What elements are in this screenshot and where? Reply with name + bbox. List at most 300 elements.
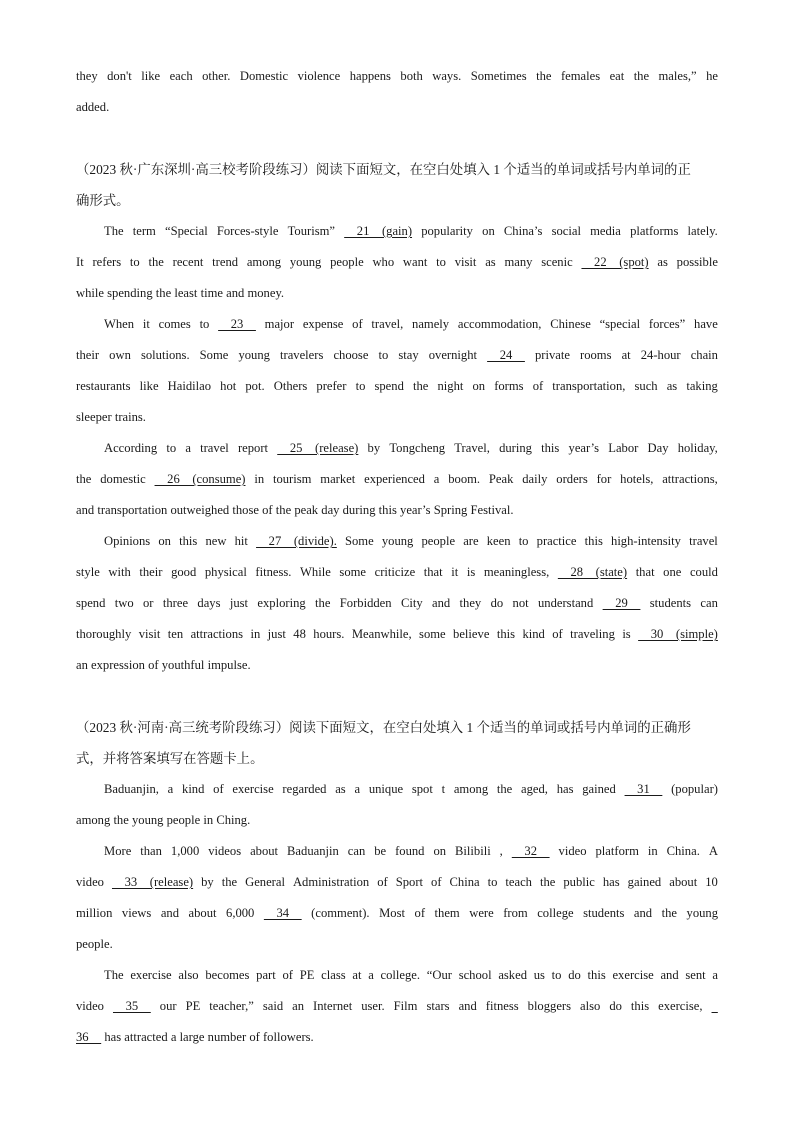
word: this	[378, 503, 397, 517]
word: as	[657, 255, 668, 269]
word: just	[229, 596, 249, 610]
word: among	[453, 782, 489, 796]
answer-blank: 23	[218, 317, 256, 331]
word: among	[246, 255, 282, 269]
word: When	[104, 317, 135, 331]
word: expression	[91, 658, 145, 672]
word: transportation,	[552, 379, 626, 393]
word: Festival.	[470, 503, 514, 517]
word: understand	[538, 596, 594, 610]
passage-continuation	[76, 61, 718, 123]
word: bloggers	[527, 999, 572, 1013]
text-line	[76, 619, 718, 650]
word: hours.	[313, 627, 345, 641]
word: also	[178, 968, 199, 982]
word: be	[374, 844, 387, 858]
word: teacher,”	[209, 999, 254, 1013]
word: the	[661, 906, 677, 920]
answer-blank	[712, 991, 718, 1022]
word: of	[377, 875, 388, 889]
word: expense	[302, 317, 344, 331]
word: many	[504, 255, 533, 269]
word: it	[451, 565, 459, 579]
answer-blank: 31	[624, 782, 663, 796]
word: about	[250, 844, 279, 858]
word: comes	[158, 317, 191, 331]
word: as	[666, 379, 678, 393]
word: spending	[107, 286, 153, 300]
word: transportation	[97, 503, 168, 517]
answer-blank: 33 (release)	[111, 875, 194, 889]
word: the	[76, 472, 92, 486]
word: during	[499, 441, 532, 455]
word: ways.	[432, 69, 462, 83]
word: on	[433, 844, 447, 858]
word: Opinions	[104, 534, 151, 548]
word: want	[402, 255, 428, 269]
word: among	[76, 813, 111, 827]
word: a	[433, 472, 440, 486]
word: to	[436, 255, 446, 269]
word: sent	[685, 968, 706, 982]
word: City	[400, 596, 423, 610]
word: do	[568, 968, 581, 982]
section-heading: （2023 秋·河南·高三统考阶段练习）阅读下面短文，在空白处填入 1 个适当的单词或括号内单词的正确形	[76, 720, 691, 735]
word: refers	[92, 255, 122, 269]
answer-blank: 34	[263, 906, 302, 920]
word: sleeper	[76, 410, 112, 424]
text-line	[76, 960, 718, 991]
word: overnight	[428, 348, 478, 362]
word: they	[459, 596, 482, 610]
word: a	[167, 782, 174, 796]
word: hotels,	[620, 472, 654, 486]
text-line	[76, 867, 718, 898]
word: It	[76, 255, 84, 269]
text-line	[76, 340, 718, 371]
word: believe	[453, 627, 490, 641]
word: regarded	[282, 782, 327, 796]
word: about	[188, 906, 217, 920]
answer-blank: 35	[112, 999, 151, 1013]
word: about	[669, 875, 698, 889]
word: spot	[411, 782, 433, 796]
word: a	[712, 968, 718, 982]
word: people	[166, 813, 201, 827]
word: media	[590, 224, 621, 238]
word: of	[431, 875, 442, 889]
word: Ching.	[216, 813, 251, 827]
word: found	[395, 844, 425, 858]
word: just	[267, 627, 286, 641]
word: of	[552, 627, 563, 641]
word: those	[232, 503, 259, 517]
word: Bilibili	[455, 844, 491, 858]
word: China.	[666, 844, 700, 858]
word: Domestic	[239, 69, 289, 83]
word: own	[109, 348, 131, 362]
word: forms	[494, 379, 524, 393]
word: young	[289, 255, 322, 269]
word: trend	[212, 255, 239, 269]
answer-blank: 27 (divide).	[256, 534, 337, 548]
text-line	[76, 61, 718, 92]
word: video	[76, 875, 104, 889]
word: user.	[361, 999, 385, 1013]
answer-blank: 22 (spot)	[581, 255, 649, 269]
word: major	[264, 317, 295, 331]
word: at	[621, 348, 631, 362]
word: on	[158, 534, 171, 548]
word: exercise	[612, 968, 654, 982]
word: social	[551, 224, 581, 238]
answer-blank: 29	[602, 596, 641, 610]
word: of	[213, 782, 224, 796]
word: “special	[599, 317, 641, 331]
word: Spring	[433, 503, 468, 517]
word: stars	[426, 999, 450, 1013]
word: is	[466, 565, 476, 579]
word: Forces-style	[216, 224, 279, 238]
word: ten	[167, 627, 184, 641]
word: travel,	[371, 317, 404, 331]
text-line	[76, 1022, 718, 1053]
word: holiday,	[677, 441, 718, 455]
word: gained	[627, 875, 662, 889]
word: physical	[204, 565, 247, 579]
word: students	[649, 596, 692, 610]
word: to	[355, 379, 366, 393]
word: Sport	[395, 875, 424, 889]
word: The	[104, 224, 124, 238]
word: not	[512, 596, 529, 610]
word: becomes	[205, 968, 250, 982]
text-line	[76, 247, 718, 278]
text-line	[76, 805, 718, 836]
text-line	[76, 774, 718, 805]
word: has	[556, 782, 574, 796]
section-heading: （2023 秋·广东深圳·高三校考阶段练习）阅读下面短文，在空白处填入 1 个适当的单词或括号内单词的正	[76, 162, 691, 177]
word: Baduanjin	[287, 844, 339, 858]
word: Tongcheng	[389, 441, 446, 455]
word: one	[663, 565, 682, 579]
word: According	[104, 441, 158, 455]
answer-blank: 24	[487, 348, 525, 362]
text-line	[76, 216, 718, 247]
word: of	[148, 658, 159, 672]
section-heading-cont: 式，并将答案填写在答题卡上。	[76, 751, 264, 766]
word: term	[132, 224, 156, 238]
word: them	[434, 906, 460, 920]
answer-blank: 28 (state)	[557, 565, 628, 579]
text-line	[76, 278, 718, 309]
word: people.	[76, 937, 113, 951]
answer-blank: 21 (gain)	[344, 224, 413, 238]
word: pot.	[245, 379, 265, 393]
document-page	[76, 61, 718, 1053]
word: do	[609, 999, 622, 1013]
word: hot	[220, 379, 237, 393]
text-line	[76, 309, 718, 340]
word: public	[563, 875, 595, 889]
word: in	[250, 627, 261, 641]
word: and	[226, 286, 245, 300]
word: three	[162, 596, 189, 610]
word: this	[587, 968, 606, 982]
word: to	[487, 875, 498, 889]
word: recent	[172, 255, 204, 269]
word: choose	[333, 348, 369, 362]
word: school	[458, 968, 492, 982]
word: males,”	[658, 69, 697, 83]
word: spend	[374, 379, 404, 393]
word: their	[76, 348, 100, 362]
word: who	[372, 255, 395, 269]
word: unique	[368, 782, 404, 796]
word: platform	[595, 844, 639, 858]
word: has	[104, 1030, 122, 1044]
word: t	[441, 782, 446, 796]
word: and	[432, 596, 451, 610]
word: of	[532, 379, 544, 393]
word: people	[330, 255, 364, 269]
word: young	[131, 813, 164, 827]
word: to	[166, 441, 177, 455]
word: Most	[379, 906, 405, 920]
word: Day	[647, 441, 669, 455]
word: Peak	[488, 472, 514, 486]
word: a	[170, 1030, 177, 1044]
word: Some	[199, 348, 229, 362]
word: (comment).	[311, 906, 370, 920]
word: is	[622, 627, 631, 641]
word: A	[708, 844, 718, 858]
word: Some	[345, 534, 374, 548]
word: can	[347, 844, 366, 858]
text-line	[76, 92, 718, 123]
text-line	[76, 464, 718, 495]
word: happens	[349, 69, 391, 83]
word: teach	[505, 875, 532, 889]
exercise-section-1	[76, 154, 718, 681]
word: also	[580, 999, 601, 1013]
text-line	[76, 588, 718, 619]
word: the	[539, 875, 556, 889]
word: could	[689, 565, 718, 579]
word: to	[518, 534, 529, 548]
answer-blank: 30 (simple)	[638, 627, 718, 641]
word: million	[76, 906, 113, 920]
word: lately.	[687, 224, 718, 238]
word: do	[490, 596, 504, 610]
word: the	[155, 286, 172, 300]
word: the	[412, 379, 429, 393]
word: 48	[293, 627, 306, 641]
word: attractions,	[662, 472, 718, 486]
text-line	[76, 929, 718, 960]
word: Internet	[313, 999, 353, 1013]
word: as	[485, 255, 496, 269]
word: forces”	[648, 317, 686, 331]
word: class	[321, 968, 346, 982]
word: like	[139, 379, 159, 393]
word: video	[76, 999, 104, 1013]
word: females	[560, 69, 601, 83]
word: videos	[208, 844, 242, 858]
word: the	[536, 69, 552, 83]
word: peak	[294, 503, 319, 517]
word: (popular)	[671, 782, 718, 796]
word: fitness	[485, 999, 519, 1013]
word: travel	[200, 441, 229, 455]
word: Sometimes	[470, 69, 527, 83]
text-line	[76, 371, 718, 402]
word: “Our	[426, 968, 452, 982]
word: this	[541, 441, 560, 455]
word: good	[171, 565, 197, 579]
word: at	[352, 968, 362, 982]
word: market	[320, 472, 356, 486]
word: college.	[380, 968, 421, 982]
word: of	[414, 906, 426, 920]
word: said	[262, 999, 284, 1013]
word: night	[437, 379, 464, 393]
word: were	[469, 906, 494, 920]
word: chain	[690, 348, 718, 362]
word: Film	[393, 999, 418, 1013]
text-line	[76, 836, 718, 867]
word: of	[282, 968, 293, 982]
word: travelers	[280, 348, 324, 362]
word: such	[634, 379, 658, 393]
word: 24-hour	[640, 348, 681, 362]
word: the	[221, 875, 238, 889]
text-line	[76, 526, 718, 557]
word: platforms	[630, 224, 679, 238]
word: this	[496, 627, 516, 641]
word: that	[635, 565, 655, 579]
word: an	[292, 999, 305, 1013]
word: the	[275, 503, 292, 517]
word: criticize	[374, 565, 416, 579]
word: have	[694, 317, 718, 331]
word: 10	[705, 875, 718, 889]
word: General	[245, 875, 285, 889]
word: possible	[676, 255, 718, 269]
word: followers.	[262, 1030, 314, 1044]
word: and	[76, 503, 95, 517]
word: to	[199, 317, 210, 331]
word: Others	[273, 379, 308, 393]
word: accommodation,	[457, 317, 542, 331]
word: on	[482, 224, 495, 238]
word: report	[237, 441, 269, 455]
word: asked	[498, 968, 527, 982]
word: on	[472, 379, 486, 393]
word: to	[551, 968, 562, 982]
word: of	[352, 317, 363, 331]
word: and	[160, 906, 179, 920]
word: prefer	[316, 379, 347, 393]
word: More	[104, 844, 132, 858]
word: young	[238, 348, 270, 362]
word: Travel,	[454, 441, 490, 455]
word: domestic	[100, 472, 146, 486]
word: their	[139, 565, 163, 579]
word: that	[423, 565, 443, 579]
word: number	[207, 1030, 247, 1044]
word: by	[367, 441, 381, 455]
word: kind	[182, 782, 205, 796]
word: fitness.	[255, 565, 292, 579]
word: college	[537, 906, 574, 920]
word: kind	[522, 627, 545, 641]
word: aged,	[521, 782, 548, 796]
word: meaningless,	[483, 565, 550, 579]
word: While	[300, 565, 331, 579]
word: exploring	[257, 596, 306, 610]
word: during	[342, 503, 376, 517]
word: in	[203, 813, 214, 827]
word: an	[76, 658, 88, 672]
word: the	[315, 596, 331, 610]
word: of	[249, 1030, 260, 1044]
text-line	[76, 898, 718, 929]
word: students	[583, 906, 625, 920]
word: the	[148, 255, 164, 269]
word: solutions.	[140, 348, 190, 362]
word: than	[140, 844, 162, 858]
word: outweighed	[170, 503, 230, 517]
word: and	[660, 968, 679, 982]
word: Haidilao	[167, 379, 212, 393]
word: has	[602, 875, 620, 889]
word: attractions	[190, 627, 244, 641]
word: as	[335, 782, 346, 796]
word: orders	[556, 472, 588, 486]
text-line	[76, 991, 718, 1022]
word: impulse.	[207, 658, 251, 672]
word: other.	[202, 69, 231, 83]
word: exercise	[130, 968, 172, 982]
word: don't	[107, 69, 132, 83]
word: each	[169, 69, 193, 83]
word: young	[381, 534, 414, 548]
word: like	[141, 69, 161, 83]
word: 6,000	[226, 906, 255, 920]
word: namely	[412, 317, 450, 331]
word: in	[254, 472, 265, 486]
word: part	[256, 968, 276, 982]
word: least	[174, 286, 198, 300]
word: this	[179, 534, 198, 548]
word: and	[633, 906, 653, 920]
word: Chinese	[550, 317, 591, 331]
word: stay	[398, 348, 419, 362]
word: for	[596, 472, 612, 486]
word: year’s	[568, 441, 600, 455]
answer-blank: 25 (release)	[277, 441, 359, 455]
word: exercise	[232, 782, 274, 796]
word: scenic	[541, 255, 573, 269]
word: trains.	[114, 410, 146, 424]
answer-blank: 26 (consume)	[154, 472, 246, 486]
word: they	[76, 69, 98, 83]
word: China	[449, 875, 480, 889]
word: ,	[499, 844, 503, 858]
word: by	[201, 875, 214, 889]
word: this	[630, 999, 650, 1013]
